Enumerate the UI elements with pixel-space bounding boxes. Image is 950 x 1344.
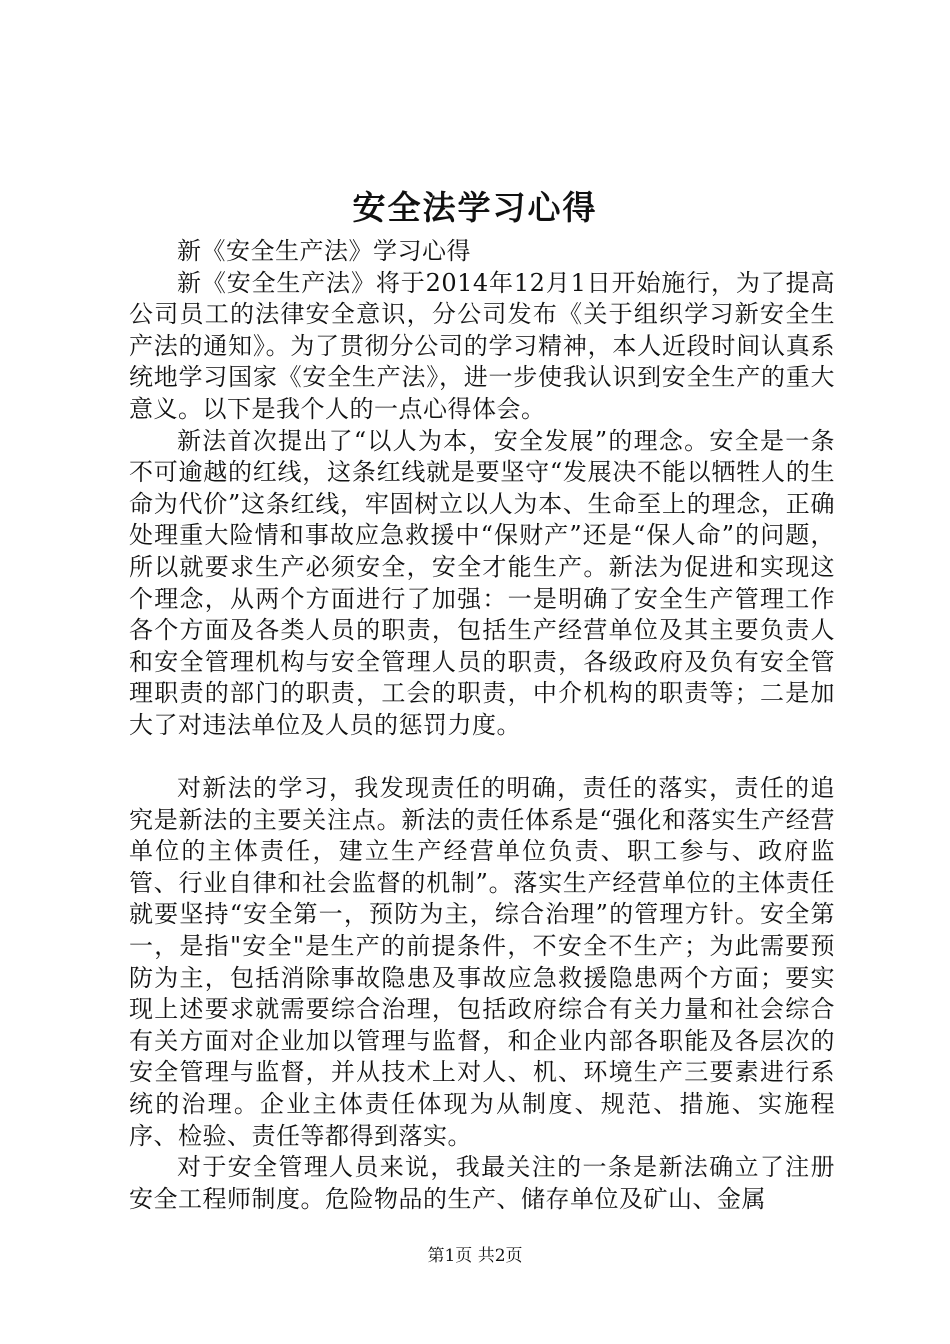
paragraph-intro: 新《安全生产法》将于2014年12月1日开始施行，为了提高公司员工的法律安全意识，分公司发布《关于组织学习新安全生产法的通知》。为了贯彻分公司的学习精神，本人近段时间认真系统地学习国家《安全生产法》，进一步使我认识到安全生产的重大意义。以下是我个人的一点心得体会。 bbox=[129, 268, 835, 423]
page-footer: 第1页 共2页 bbox=[427, 1246, 523, 1266]
document-body bbox=[129, 236, 835, 1215]
paragraph-spacer bbox=[129, 742, 835, 774]
paragraph-safety-engineer: 对于安全管理人员来说，我最关注的一条是新法确立了注册安全工程师制度。危险物品的生产、储存单位及矿山、金属 bbox=[129, 1153, 835, 1213]
document-title: 安全法学习心得 bbox=[352, 188, 598, 227]
paragraph-responsibility: 对新法的学习，我发现责任的明确，责任的落实，责任的追究是新法的主要关注点。新法的责任体系是“强化和落实生产经营单位的主体责任，建立生产经营单位负责、职工参与、政府监管、行业自律和社会监督的机制”。落实生产经营单位的主体责任就要坚持“安全第一，预防为主，综合治理”的管理方针。安全第一，是指"安全"是生产的前提条件，不安全不生产；为此需要预防为主，包括消除事故隐患及事故应急救援隐患两个方面；要实现上述要求就需要综合治理，包括政府综合有关力量和社会综合有关方面对企业加以管理与监督，和企业内部各职能及各层次的安全管理与监督，并从技术上对人、机、环境生产三要素进行系统的治理。企业主体责任体现为从制度、规范、措施、实施程序、检验、责任等都得到落实。 bbox=[129, 774, 835, 1150]
paragraph-people-first: 新法首次提出了“以人为本，安全发展”的理念。安全是一条不可逾越的红线，这条红线就是要坚守“发展决不能以牺牲人的生命为代价”这条红线，牢固树立以人为本、生命至上的理念，正确处理重大险情和事故应急救援中“保财产”还是“保人命”的问题，所以就要求生产必须安全，安全才能生产。新法为促进和实现这个理念，从两个方面进行了加强：一是明确了安全生产管理工作各个方面及各类人员的职责，包括生产经营单位及其主要负责人和安全管理机构与安全管理人员的职责，各级政府及负有安全管理职责的部门的职责，工会的职责，中介机构的职责等；二是加大了对违法单位及人员的惩罚力度。 bbox=[129, 426, 835, 739]
document-subtitle: 新《安全生产法》学习心得 bbox=[177, 237, 471, 265]
